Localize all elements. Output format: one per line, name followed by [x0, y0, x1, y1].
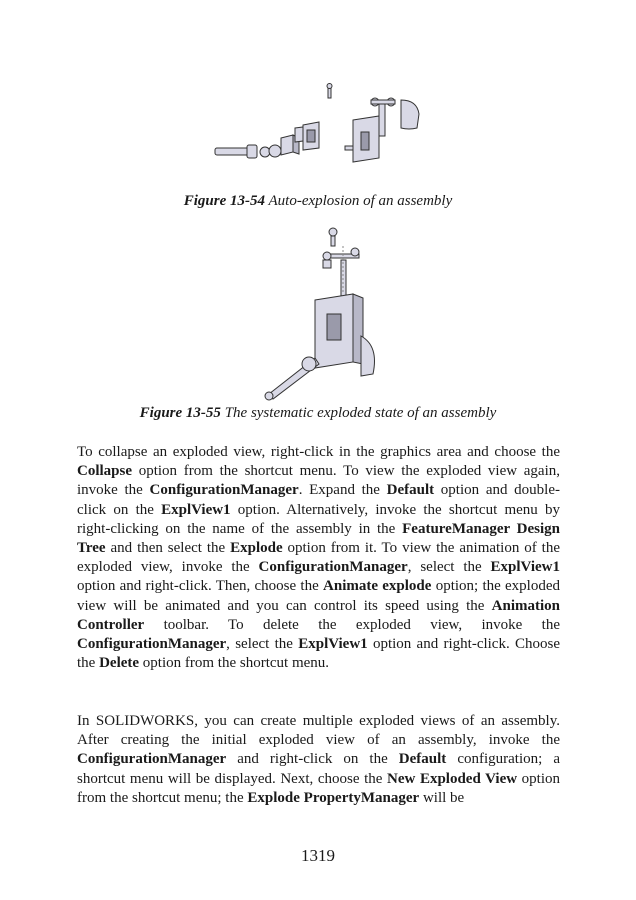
text-run: toolbar. To delete the exploded view, invoke the: [144, 616, 560, 633]
text-run: option and double-click on the: [77, 482, 560, 518]
bold-term: Animation Controller: [77, 597, 560, 633]
bold-term: Delete: [99, 655, 140, 672]
round-plate: [361, 336, 375, 376]
washer-part: [269, 145, 281, 157]
paragraph-multiple-exploded-views: [77, 712, 560, 808]
plate-slot: [361, 132, 369, 150]
figure-13-55-caption: [0, 404, 636, 422]
text-run: , select the: [407, 559, 491, 576]
text-run: . Expand the: [298, 482, 387, 499]
handle-knob: [323, 252, 331, 260]
knob-part: [401, 100, 419, 129]
figure-number: Figure 13-55: [139, 405, 221, 421]
bracket-part: [281, 135, 293, 155]
text-run: option from it. To view the animation of the exploded view, invoke the: [77, 540, 560, 576]
bold-term: Explode: [230, 540, 283, 557]
text-run: option. Alternatively, invoke the shortcut menu by right-clicking on the name of the assembly in the: [77, 501, 560, 537]
shaft-washer: [302, 357, 316, 371]
handle-part: [379, 102, 385, 136]
side-cap: [323, 260, 331, 268]
bold-term: ConfigurationManager: [258, 559, 408, 576]
figure-number: Figure 13-54: [183, 193, 266, 209]
text-run: option from the shortcut menu.: [139, 655, 330, 672]
text-run: option; the exploded view will be animated and you can control its speed using the: [77, 578, 561, 614]
shaft-end: [265, 392, 273, 400]
figure-caption-text: The systematic exploded state of an assembly: [224, 405, 497, 421]
bold-term: ConfigurationManager: [77, 751, 227, 768]
handle-bar: [371, 100, 395, 104]
bold-term: Default: [386, 482, 435, 499]
text-run: In SOLIDWORKS, you can create multiple exploded views of an assembly. After creating the initial exploded view of an assembly, invoke the: [77, 713, 560, 749]
text-run: option and right-click. Choose the: [77, 636, 560, 672]
text-run: configuration; a shortcut menu will be displayed. Next, choose the: [77, 751, 560, 787]
text-run: and right-click on the: [226, 751, 399, 768]
bold-term: ExplView1: [490, 559, 560, 576]
bold-term: Default: [398, 751, 447, 768]
top-knob: [329, 228, 337, 236]
top-pin: [331, 236, 335, 246]
figure-13-55-illustration: [255, 224, 385, 402]
bold-term: FeatureManager Design Tree: [77, 520, 560, 557]
shaft-part: [215, 148, 249, 155]
text-run: will be: [419, 789, 465, 806]
figure-13-54-illustration: [195, 80, 445, 175]
bold-term: Animate explode: [323, 578, 432, 595]
handle-knob: [351, 248, 359, 256]
bold-term: ExplView1: [161, 501, 231, 518]
body-slot: [327, 314, 341, 340]
text-run: To collapse an exploded view, right-click in the graphics area and choose the: [77, 444, 560, 460]
washer-part: [260, 147, 270, 157]
bold-term: New Exploded View: [387, 770, 518, 787]
page-number: 1319: [301, 846, 335, 865]
text-run: and then select the: [105, 540, 231, 557]
text-run: option from the shortcut menu. To view the exploded view again, invoke the: [77, 463, 560, 499]
text-run: , select the: [226, 636, 299, 653]
pin-head: [327, 84, 332, 89]
paragraph: [77, 443, 560, 673]
bold-term: ConfigurationManager: [149, 482, 299, 499]
bold-term: Collapse: [77, 463, 133, 480]
shaft-head-part: [247, 145, 257, 158]
figure-13-54-caption: [0, 192, 636, 210]
bold-term: Explode PropertyManager: [247, 789, 420, 806]
bold-term: ConfigurationManager: [77, 636, 227, 653]
text-run: option and right-click. Then, choose the: [77, 578, 324, 595]
paragraph: [77, 712, 560, 808]
bold-term: ExplView1: [298, 636, 368, 653]
paragraph-collapse-exploded-view: [77, 443, 560, 673]
slot-feature: [307, 130, 315, 142]
text-run: option from the shortcut menu; the: [77, 770, 560, 806]
figure-caption-text: Auto-explosion of an assembly: [268, 193, 453, 209]
